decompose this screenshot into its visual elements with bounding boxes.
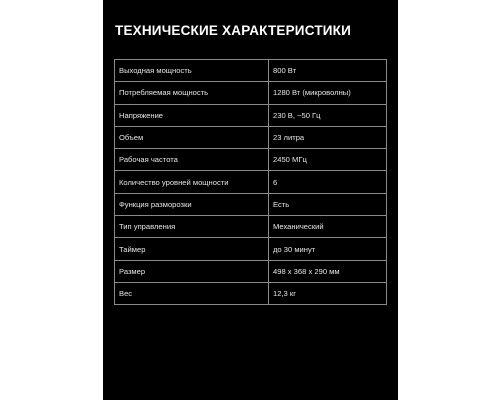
spec-name: Тип управления <box>115 216 269 238</box>
table-row <box>115 216 387 238</box>
table-row <box>115 193 387 215</box>
table-row <box>115 60 387 82</box>
spec-name: Объем <box>115 126 269 148</box>
spec-value: 230 В, ~50 Гц <box>269 104 387 126</box>
table-row <box>115 126 387 148</box>
spec-value: 6 <box>269 171 387 193</box>
spec-value: 2450 МГц <box>269 149 387 171</box>
spec-name: Выходная мощность <box>115 60 269 82</box>
spec-name: Функция разморозки <box>115 193 269 215</box>
spec-value: Механический <box>269 216 387 238</box>
spec-value: 800 Вт <box>269 60 387 82</box>
spec-value: 12,3 кг <box>269 282 387 304</box>
page-title: ТЕХНИЧЕСКИЕ ХАРАКТЕРИСТИКИ <box>115 23 352 38</box>
spec-page <box>103 0 398 400</box>
spec-value: 498 x 368 x 290 мм <box>269 260 387 282</box>
spec-name: Размер <box>115 260 269 282</box>
spec-value: до 30 минут <box>269 238 387 260</box>
spec-name: Потребляемая мощность <box>115 82 269 104</box>
spec-value: Есть <box>269 193 387 215</box>
table-row <box>115 260 387 282</box>
spec-table <box>114 59 387 305</box>
table-row <box>115 282 387 304</box>
spec-value: 23 литра <box>269 126 387 148</box>
spec-name: Таймер <box>115 238 269 260</box>
spec-name: Вес <box>115 282 269 304</box>
table-row <box>115 82 387 104</box>
table-row <box>115 171 387 193</box>
spec-name: Напряжение <box>115 104 269 126</box>
spec-value: 1280 Вт (микроволны) <box>269 82 387 104</box>
table-row <box>115 149 387 171</box>
table-row <box>115 104 387 126</box>
spec-name: Рабочая частота <box>115 149 269 171</box>
table-row <box>115 238 387 260</box>
spec-name: Количество уровней мощности <box>115 171 269 193</box>
